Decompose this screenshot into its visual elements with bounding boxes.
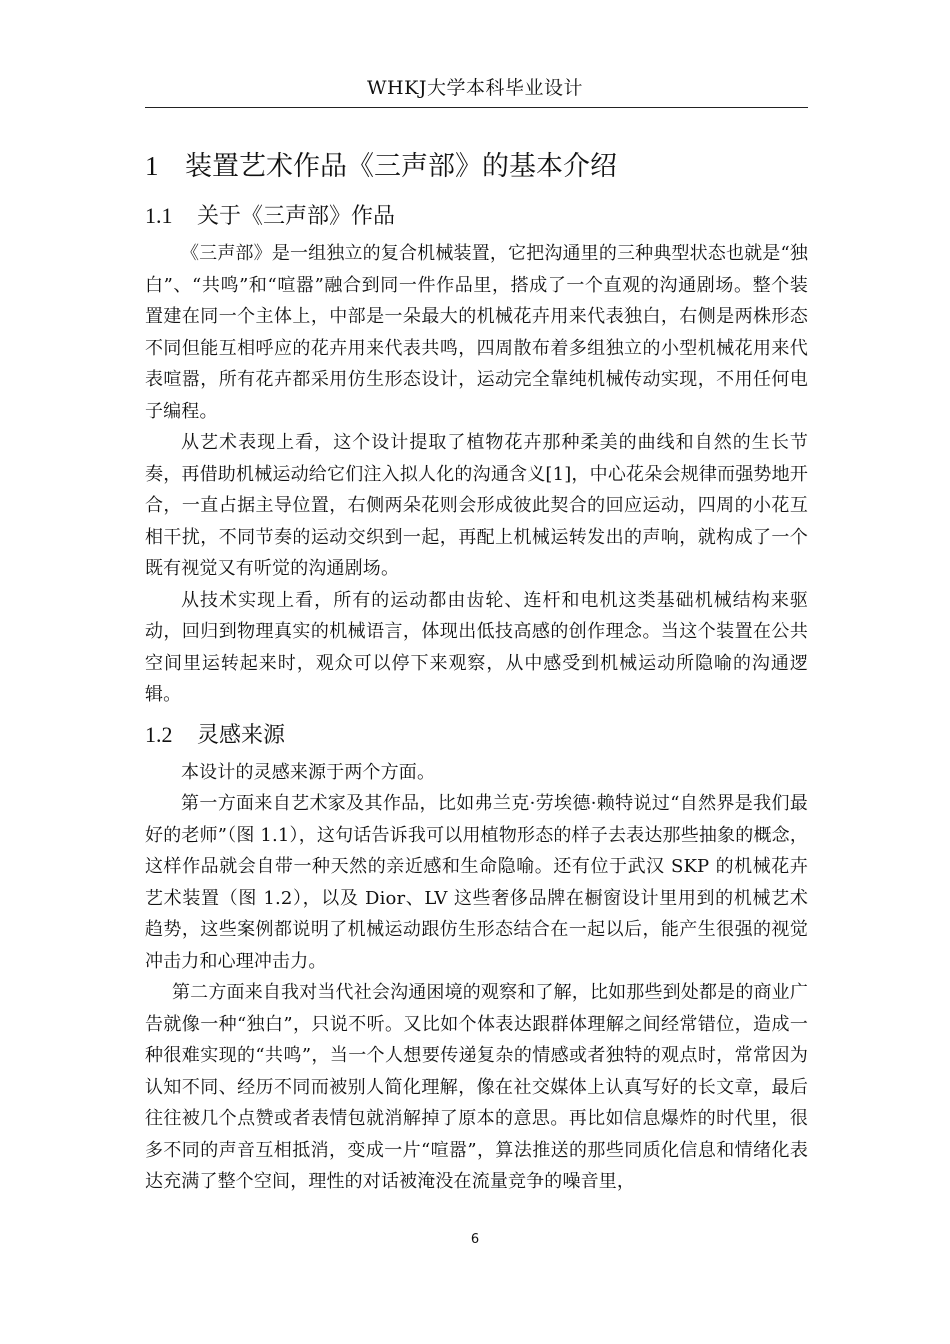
- paragraph: 《三声部》是一组独立的复合机械装置，它把沟通里的三种典型状态也就是“独白”、“共鸣”和“喧嚣”融合到同一件作品里，搭成了一个直观的沟通剧场。整个装置建在同一个主体上，中部是一朵最大的机械花卉用来代表独白，右侧是两株形态不同但能互相呼应的花卉用来代表共鸣，四周散布着多组独立的小型机械花用来代表喧嚣，所有花卉都采用仿生形态设计，运动完全靠纯机械传动实现，不用任何电子编程。: [145, 243, 808, 422]
- paragraph: 从技术实现上看，所有的运动都由齿轮、连杆和电机这类基础机械结构来驱动，回归到物理真实的机械语言，体现出低技高感的创作理念。当这个装置在公共空间里运转起来时，观众可以停下来观察，从中感受到机械运动所隐喻的沟通逻辑。: [145, 589, 808, 705]
- section-heading-1-2: [145, 715, 808, 755]
- page-number: 6: [470, 1232, 480, 1247]
- header-rule: [145, 107, 808, 108]
- paragraph: 本设计的灵感来源于两个方面。: [181, 761, 436, 783]
- section-number: 1.2: [145, 721, 173, 747]
- paragraph: 从艺术表现上看，这个设计提取了植物花卉那种柔美的曲线和自然的生长节奏，再借助机械运动给它们注入拟人化的沟通含义[1]，中心花朵会规律而强势地开合，一直占据主导位置，右侧两朵花则会形成彼此契合的回应运动，四周的小花互相干扰，不同节奏的运动交织到一起，再配上机械运转发出的声响，就构成了一个既有视觉又有听觉的沟通剧场。: [145, 432, 808, 579]
- paragraph: 第二方面来自我对当代社会沟通困境的观察和了解，比如那些到处都是的商业广告就像一种“独白”，只说不听。又比如个体表达跟群体理解之间经常错位，造成一种很难实现的“共鸣”，当一个人想要传递复杂的情感或者独特的观点时，常常因为认知不同、经历不同而被别人简化理解，像在社交媒体上认真写好的长文章，最后往往被几个点赞或者表情包就消解掉了原本的意思。再比如信息爆炸的时代里，很多不同的声音互相抵消，变成一片“喧嚣”，算法推送的那些同质化信息和情绪化表达充满了整个空间，理性的对话被淹没在流量竞争的噪音里，: [145, 982, 808, 1192]
- running-header: WHKJ大学本科毕业设计: [367, 77, 583, 99]
- section-heading-1-1: [145, 196, 808, 236]
- section-title: 关于《三声部》作品: [197, 204, 396, 229]
- chapter-heading: [145, 140, 808, 192]
- chapter-number: 1: [145, 151, 159, 181]
- section-number: 1.1: [145, 203, 173, 228]
- page-content: [145, 140, 808, 1198]
- chapter-title: 装置艺术作品《三声部》的基本介绍: [185, 151, 617, 182]
- section-title: 灵感来源: [197, 722, 286, 748]
- paragraph: 第一方面来自艺术家及其作品，比如弗兰克·劳埃德·赖特说过“自然界是我们最好的老师”（图 1.1），这句话告诉我可以用植物形态的样子去表达那些抽象的概念，这样作品就会自带一种天然的亲近感和生命隐喻。还有位于武汉 SKP 的机械花卉艺术装置（图 1.2），以及 Dior、LV 这些奢侈品牌在橱窗设计里用到的机械艺术趋势，这些案例都说明了机械运动跟仿生形态结合在一起以后，能产生很强的视觉冲击力和心理冲击力。: [145, 793, 808, 972]
